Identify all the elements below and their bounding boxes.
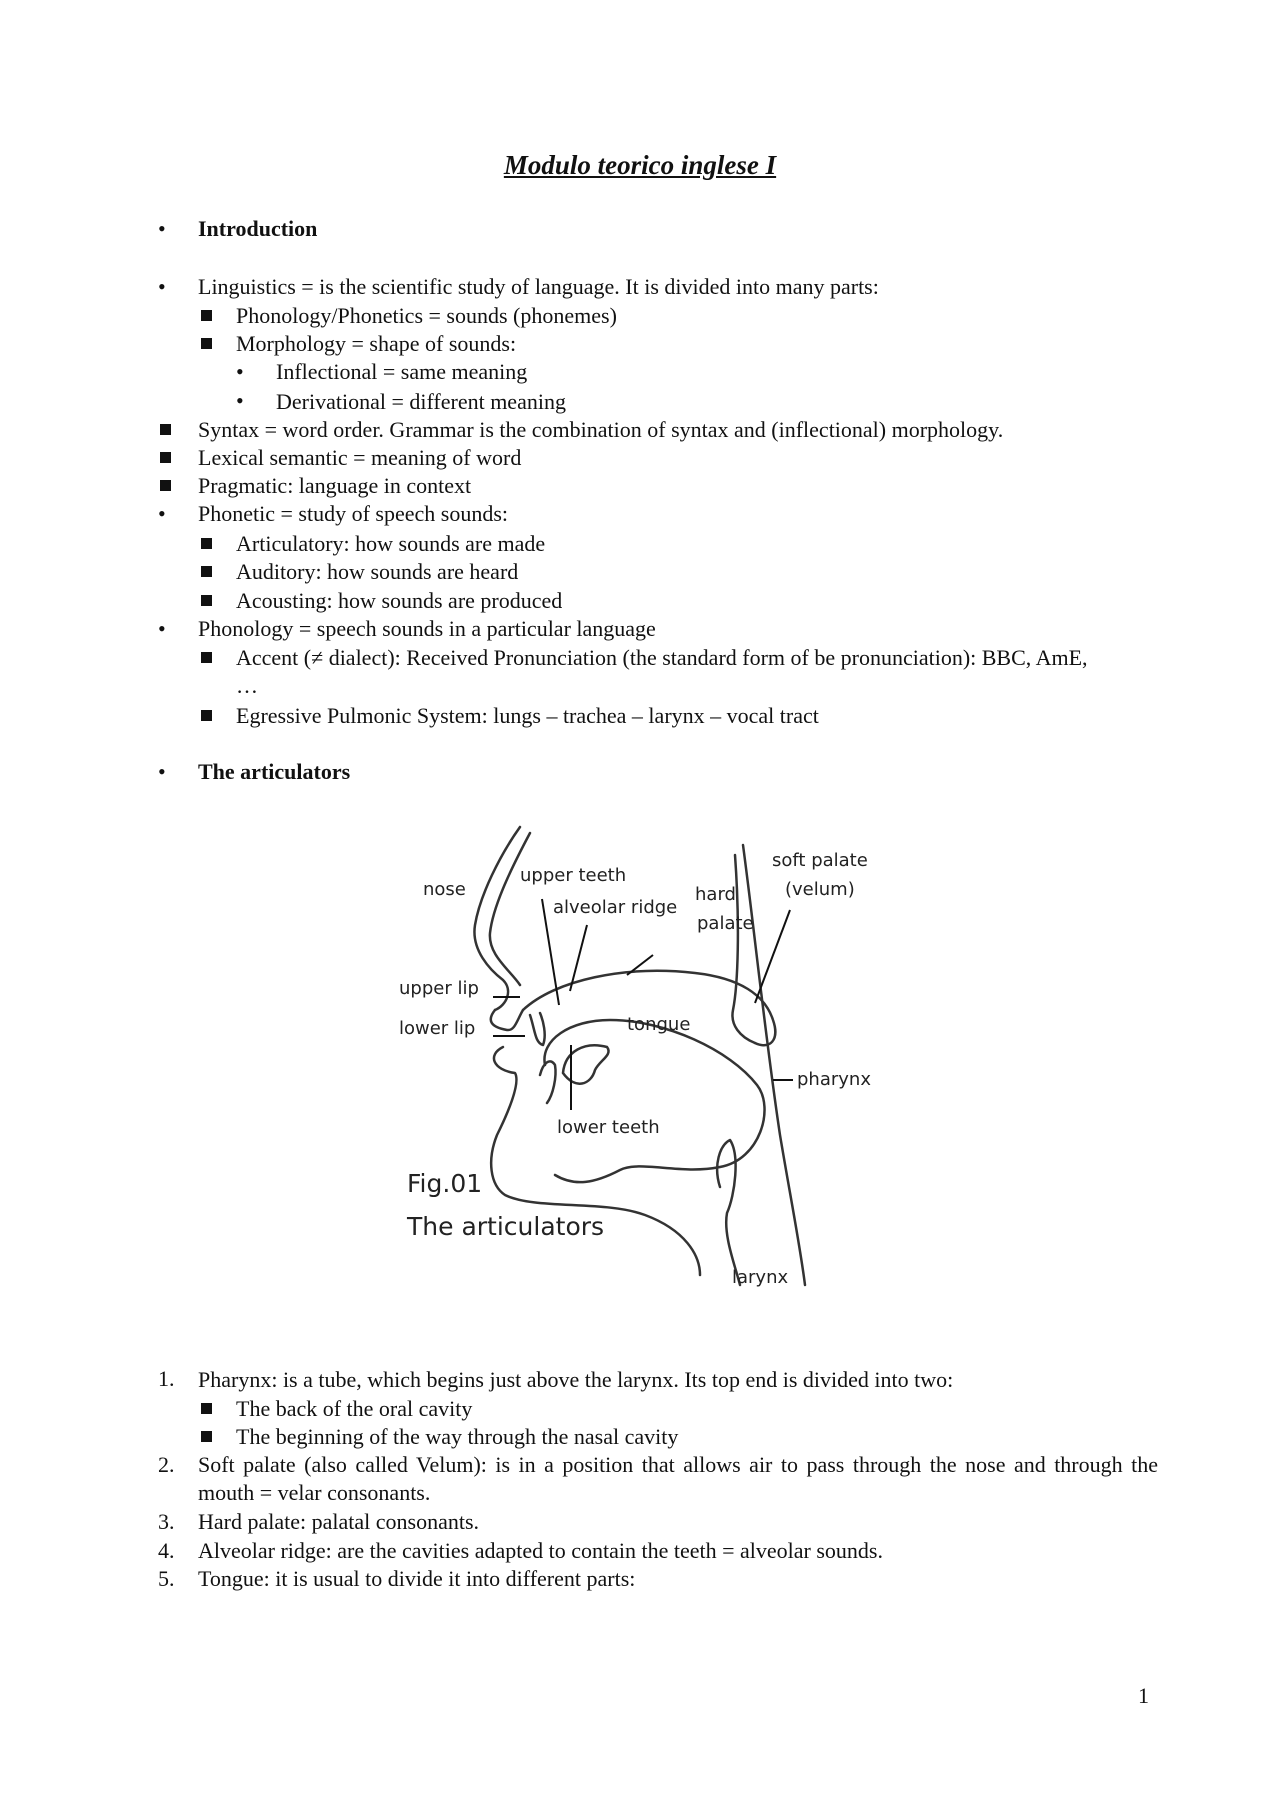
- label-velum: (velum): [785, 879, 855, 900]
- section-heading-articulators: The articulators: [198, 759, 351, 784]
- tongue-inner: [563, 1045, 609, 1083]
- epiglottis-outline: [717, 1140, 740, 1285]
- numbered-item: Soft palate (also called Velum): is in a position that allows air to pass through the nose and through the mouth = velar consonants.: [198, 1452, 1158, 1505]
- face-nostril: [490, 833, 530, 985]
- list-item: Egressive Pulmonic System: lungs – trachea – larynx – vocal tract: [236, 703, 819, 728]
- list-item: Phonology/Phonetics = sounds (phonemes): [236, 303, 617, 328]
- bullet-square: [201, 310, 212, 321]
- list-item: Morphology = shape of sounds:: [236, 331, 517, 356]
- label-nose: nose: [423, 879, 466, 900]
- figure-caption-text: The articulators: [407, 1212, 605, 1241]
- upper-teeth-shape: [530, 1013, 545, 1045]
- label-pharynx: pharynx: [797, 1069, 871, 1090]
- list-item: The back of the oral cavity: [236, 1396, 473, 1421]
- list-item: Phonetic = study of speech sounds:: [198, 501, 508, 526]
- label-tongue: tongue: [627, 1014, 691, 1035]
- list-item: Inflectional = same meaning: [276, 359, 528, 384]
- list-item: The beginning of the way through the nasal cavity: [236, 1424, 679, 1449]
- lower-teeth-shape: [540, 1061, 556, 1103]
- label-upper-lip: upper lip: [399, 978, 479, 999]
- bullet-square: [160, 480, 171, 491]
- tongue-outline: [544, 1020, 764, 1182]
- list-number: 5.: [158, 1566, 175, 1591]
- pharynx-back-wall: [743, 845, 805, 1285]
- list-number: 2.: [158, 1452, 175, 1477]
- label-larynx: larynx: [732, 1267, 789, 1288]
- face-outline-upper: [474, 827, 520, 1010]
- list-item: Phonology = speech sounds in a particular language: [198, 616, 656, 641]
- bullet-dot: •: [158, 274, 166, 299]
- bullet-square: [201, 652, 212, 663]
- section-heading-introduction: Introduction: [198, 216, 318, 241]
- list-item: Pragmatic: language in context: [198, 473, 472, 498]
- list-item: Acousting: how sounds are produced: [236, 588, 563, 613]
- bullet-square: [201, 595, 212, 606]
- bullet-dot: •: [158, 616, 166, 641]
- bullet-dot: •: [158, 501, 166, 526]
- list-item: Accent (≠ dialect): Received Pronunciation (the standard form of be pronunciation): BBC, AmE,: [236, 645, 1088, 670]
- list-number: 1.: [158, 1366, 175, 1391]
- bullet-dot: •: [236, 359, 244, 384]
- list-item: Lexical semantic = meaning of word: [198, 445, 522, 470]
- articulators-diagram: [395, 815, 915, 1305]
- label-alveolar-ridge: alveolar ridge: [553, 897, 678, 918]
- bullet-square: [201, 1431, 212, 1442]
- list-item: Derivational = different meaning: [276, 389, 566, 414]
- bullet-dot: •: [158, 216, 166, 241]
- label-lower-teeth: lower teeth: [557, 1117, 660, 1138]
- bullet-square: [201, 538, 212, 549]
- list-item: Articulatory: how sounds are made: [236, 531, 546, 556]
- numbered-item: Pharynx: is a tube, which begins just above the larynx. Its top end is divided into two:: [198, 1367, 954, 1392]
- numbered-item: Hard palate: palatal consonants.: [198, 1509, 480, 1534]
- list-number: 4.: [158, 1538, 175, 1563]
- pointer-velum: [755, 910, 790, 1003]
- label-hard: hard: [695, 884, 736, 905]
- figure-caption-number: Fig.01: [407, 1169, 483, 1198]
- list-item-continuation: …: [236, 673, 258, 698]
- bullet-square: [201, 710, 212, 721]
- list-item: Syntax = word order. Grammar is the combination of syntax and (inflectional) morphology.: [198, 417, 1004, 442]
- numbered-item: Alveolar ridge: are the cavities adapted to contain the teeth = alveolar sounds.: [198, 1538, 883, 1563]
- label-soft-palate: soft palate: [772, 850, 868, 871]
- list-item: Auditory: how sounds are heard: [236, 559, 519, 584]
- bullet-square: [201, 338, 212, 349]
- bullet-dot: •: [236, 388, 244, 413]
- page-number: 1: [1138, 1683, 1149, 1708]
- label-lower-lip: lower lip: [399, 1018, 476, 1039]
- bullet-square: [201, 566, 212, 577]
- bullet-square: [201, 1403, 212, 1414]
- list-number: 3.: [158, 1509, 175, 1534]
- upper-lip-outline: [491, 1010, 523, 1030]
- articulators-figure: [395, 815, 915, 1305]
- label-upper-teeth: upper teeth: [520, 865, 627, 886]
- list-item: Linguistics = is the scientific study of language. It is divided into many parts:: [198, 274, 879, 299]
- bullet-dot: •: [158, 759, 166, 784]
- bullet-square: [160, 424, 171, 435]
- bullet-square: [160, 452, 171, 463]
- numbered-item: Tongue: it is usual to divide it into different parts:: [198, 1566, 636, 1591]
- label-palate: palate: [697, 913, 754, 934]
- page-title: Modulo teorico inglese I: [503, 150, 777, 180]
